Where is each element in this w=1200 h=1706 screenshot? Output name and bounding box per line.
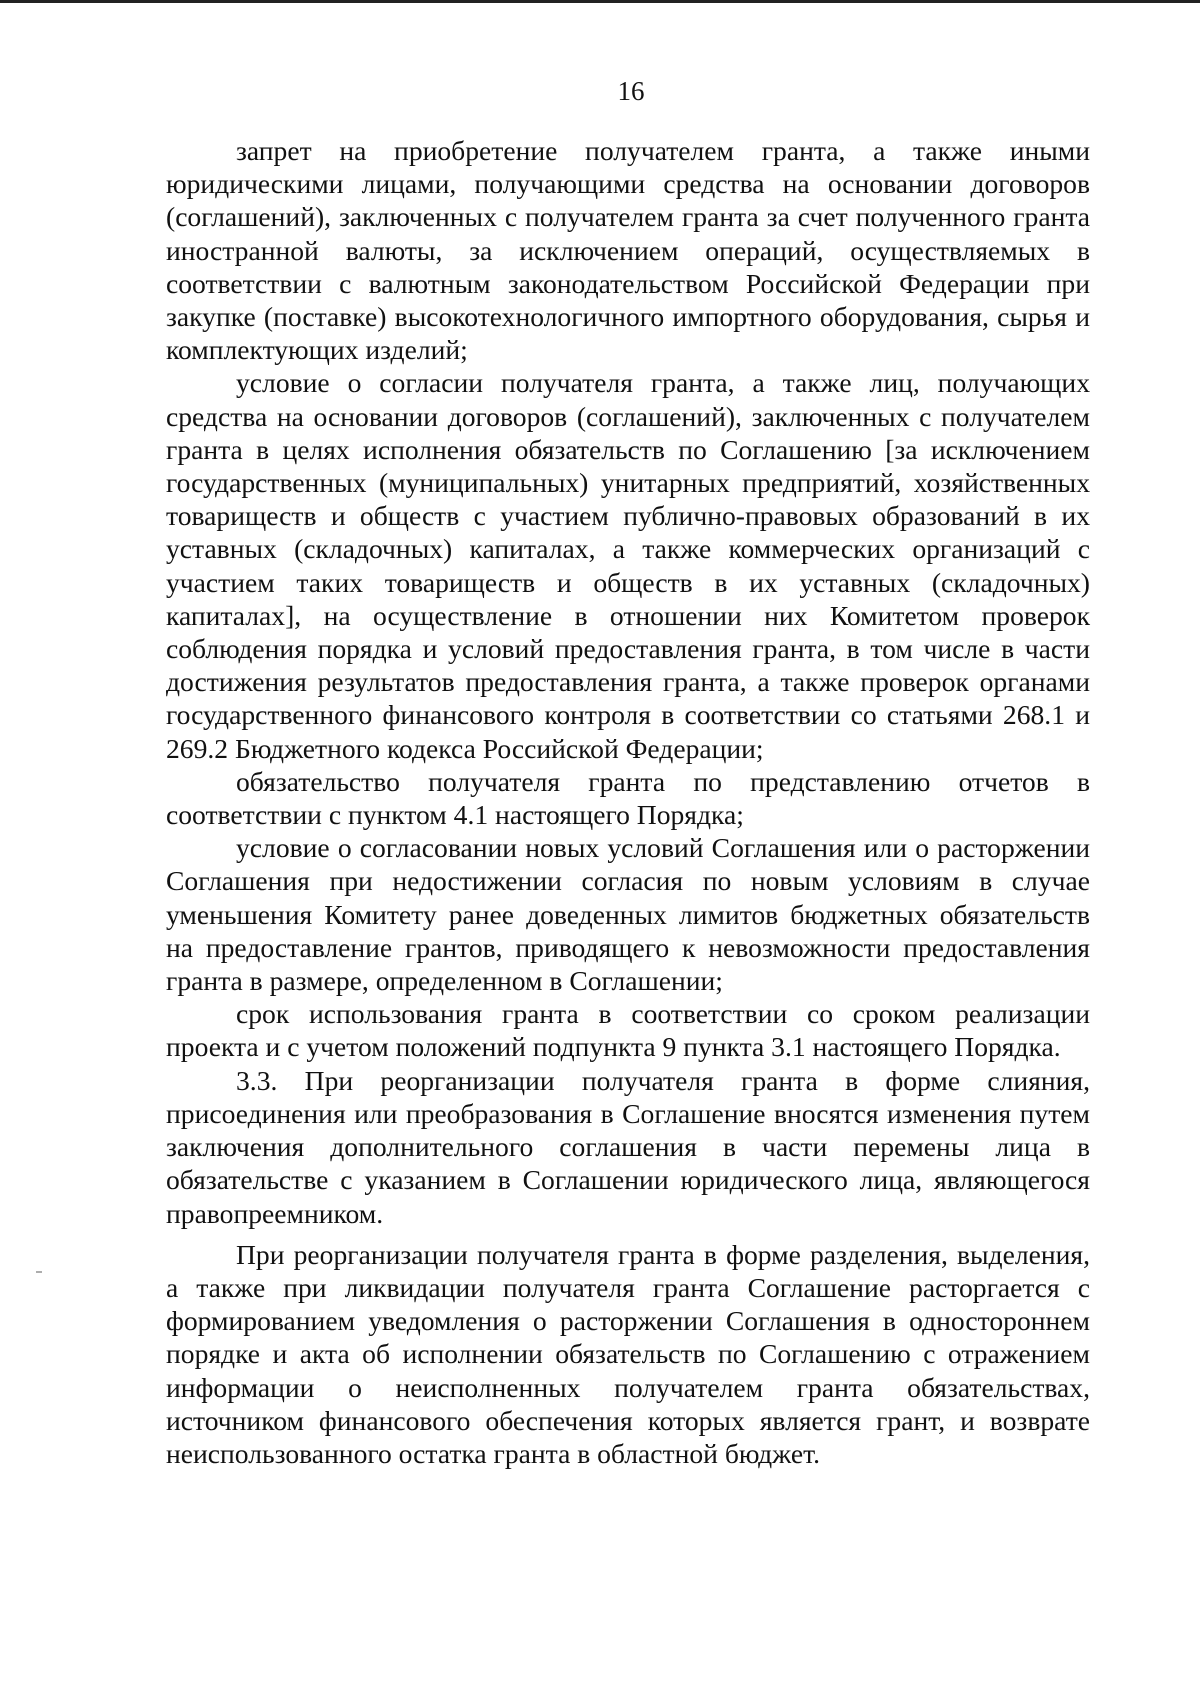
paragraph-reorganization-merger: 3.3. При реорганизации получателя гранта в форме слияния, присоединения или преобразования в Соглашение вносятся изменения путем заключения дополнительного соглашения в части перемены лица в обязательстве с указанием в Соглашении юридического лица, являющегося правопреемником. <box>166 1064 1090 1229</box>
document-body <box>166 134 1090 1470</box>
paragraph-reporting-obligation: обязательство получателя гранта по представлению отчетов в соответствии с пунктом 4.1 настоящего Порядка; <box>166 765 1090 831</box>
paragraph-grant-term: срок использования гранта в соответствии со сроком реализации проекта и с учетом положений подпункта 9 пункта 3.1 настоящего Порядка. <box>166 998 1090 1063</box>
paragraph-inspection-consent: условие о согласии получателя гранта, а также лиц, получающих средства на основании договоров (соглашений), заключенных с получателем гранта в целях исполнения обязательств по Соглашению [за исключением государственных (муниципальных) унитарных предприятий, хозяйственных товариществ и обществ с участием публично-правовых образований в их уставных (складочных) капиталах, а также коммерческих организаций с участием таких товариществ и обществ в их уставных (складочных) капиталах], на осуществление в отношении них Комитетом проверок соблюдения порядка и условий предоставления гранта, в том числе в части достижения результатов предоставления гранта, а также проверок органами государственного финансового контроля в соответствии со статьями 268.1 и 269.2 Бюджетного кодекса Российской Федерации; <box>166 367 1090 764</box>
paragraph-reorganization-division: При реорганизации получателя гранта в форме разделения, выделения, а также при ликвидации получателя гранта Соглашение расторгается с формированием уведомления о расторжении Соглашения в одностороннем порядке и акта об исполнении обязательств по Соглашению с отражением информации о неисполненных получателем гранта обязательствах, источником финансового обеспечения которых является грант, и возврате неиспользованного остатка гранта в областной бюджет. <box>166 1238 1090 1469</box>
page-number: 16 <box>617 76 645 106</box>
scan-speck <box>36 1271 42 1273</box>
page-top-border <box>0 0 1200 3</box>
paragraph-currency-ban: запрет на приобретение получателем гранта, а также иными юридическими лицами, получающими средства на основании договоров (соглашений), заключенных с получателем гранта за счет полученного гранта иностранной валюты, за исключением операций, осуществляемых в соответствии с валютным законодательством Российской Федерации при закупке (поставке) высокотехнологичного импортного оборудования, сырья и комплектующих изделий; <box>166 135 1090 366</box>
paragraph-new-conditions: условие о согласовании новых условий Соглашения или о расторжении Соглашения при недостижении согласия по новым условиям в случае уменьшения Комитету ранее доведенных лимитов бюджетных обязательств на предоставление грантов, приводящего к невозможности предоставления гранта в размере, определенном в Соглашении; <box>166 832 1090 997</box>
